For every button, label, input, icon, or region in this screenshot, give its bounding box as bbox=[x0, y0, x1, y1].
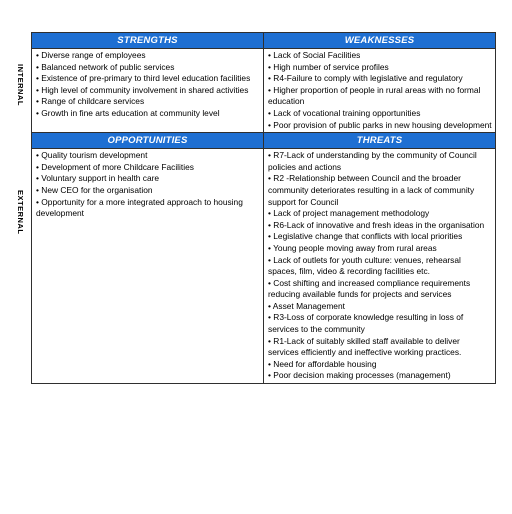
opportunities-item: • Development of more Childcare Facilities bbox=[36, 162, 260, 174]
opportunities-header: OPPORTUNITIES bbox=[32, 133, 264, 149]
weaknesses-item: • Higher proportion of people in rural areas with no formal education bbox=[268, 85, 492, 108]
external-side-label: EXTERNAL bbox=[16, 190, 25, 235]
opportunities-item: • Voluntary support in health care bbox=[36, 173, 260, 185]
weaknesses-item: • Lack of Social Facilities bbox=[268, 50, 492, 62]
strengths-item: • Diverse range of employees bbox=[36, 50, 260, 62]
threats-item: • Cost shifting and increased compliance requirements reducing available funds for projects and services bbox=[268, 278, 492, 301]
opportunities-list bbox=[32, 149, 263, 221]
threats-item: • Lack of outlets for youth culture: venues, rehearsal spaces, film, video & recording facilities etc. bbox=[268, 255, 492, 278]
threats-list bbox=[264, 149, 495, 383]
threats-item: • Need for affordable housing bbox=[268, 359, 492, 371]
threats-item: • Legislative change that conflicts with local priorities bbox=[268, 231, 492, 243]
strengths-cell bbox=[32, 49, 264, 133]
threats-header: THREATS bbox=[264, 133, 496, 149]
strengths-list bbox=[32, 49, 263, 121]
threats-item: • R1-Lack of suitably skilled staff available to deliver services efficiently and ineffective working practices. bbox=[268, 336, 492, 359]
weaknesses-item: • Poor provision of public parks in new housing development bbox=[268, 120, 492, 132]
opportunities-item: • Opportunity for a more integrated approach to housing development bbox=[36, 197, 260, 220]
weaknesses-item: • R4-Failure to comply with legislative and regulatory bbox=[268, 73, 492, 85]
strengths-item: • Balanced network of public services bbox=[36, 62, 260, 74]
threats-item: • Asset Management bbox=[268, 301, 492, 313]
threats-item: • Young people moving away from rural areas bbox=[268, 243, 492, 255]
weaknesses-item: • High number of service profiles bbox=[268, 62, 492, 74]
threats-item: • Poor decision making processes (management) bbox=[268, 370, 492, 382]
strengths-item: • Existence of pre-primary to third level education facilities bbox=[36, 73, 260, 85]
internal-side-label: INTERNAL bbox=[16, 64, 25, 106]
swot-table bbox=[31, 32, 496, 384]
threats-item: • Lack of project management methodology bbox=[268, 208, 492, 220]
strengths-item: • Range of childcare services bbox=[36, 96, 260, 108]
opportunities-item: • Quality tourism development bbox=[36, 150, 260, 162]
threats-item: • R6-Lack of innovative and fresh ideas in the organisation bbox=[268, 220, 492, 232]
threats-cell bbox=[264, 149, 496, 384]
opportunities-item: • New CEO for the organisation bbox=[36, 185, 260, 197]
weaknesses-item: • Lack of vocational training opportunities bbox=[268, 108, 492, 120]
strengths-item: • High level of community involvement in shared activities bbox=[36, 85, 260, 97]
threats-item: • R7-Lack of understanding by the community of Council policies and actions bbox=[268, 150, 492, 173]
strengths-item: • Growth in fine arts education at community level bbox=[36, 108, 260, 120]
weaknesses-list bbox=[264, 49, 495, 132]
weaknesses-header: WEAKNESSES bbox=[264, 33, 496, 49]
opportunities-cell bbox=[32, 149, 264, 384]
threats-item: • R2 -Relationship between Council and the broader community deteriorates resulting in a lack of community support for Council bbox=[268, 173, 492, 208]
strengths-header: STRENGTHS bbox=[32, 33, 264, 49]
threats-item: • R3-Loss of corporate knowledge resulting in loss of services to the community bbox=[268, 312, 492, 335]
weaknesses-cell bbox=[264, 49, 496, 133]
